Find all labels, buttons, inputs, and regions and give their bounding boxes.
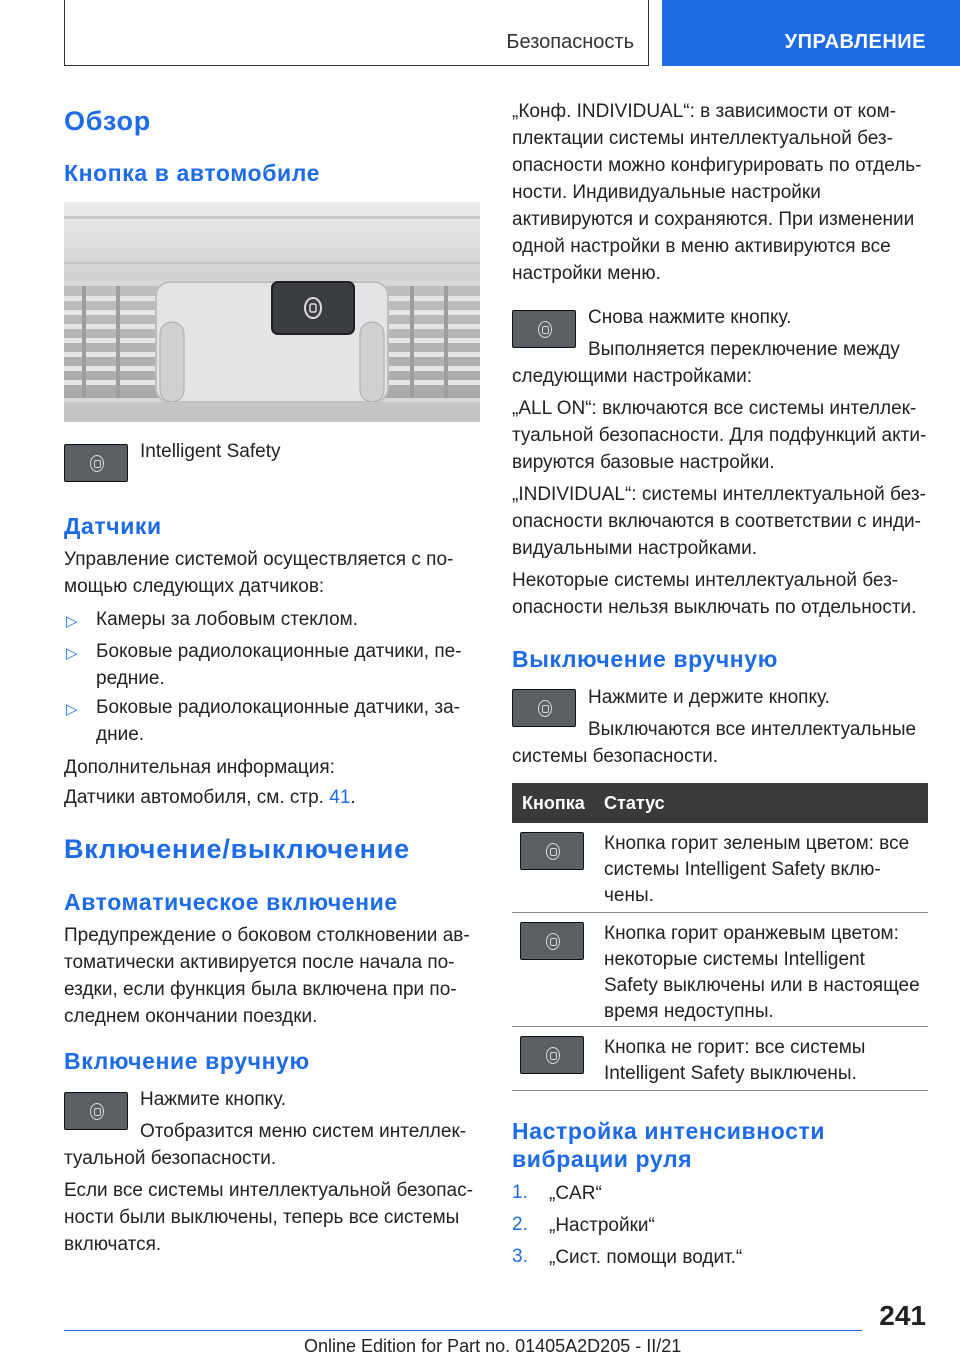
button-caption: Intelligent Safety [140,441,281,462]
manual-menu-line-1: Отобразится меню систем интеллек- [140,1121,467,1142]
manual-off-heading: Выключение вручную [512,646,778,672]
intelligent-safety-button-icon [64,1092,128,1130]
konf-text-line-5: активируются и сохраняются. При изменении [512,209,915,230]
status-table-header [512,783,928,823]
table-row-3-line-1: Кнопка не горит: все системы [604,1037,866,1058]
auto-text-line-4: следнем окончании поездки. [64,1006,318,1027]
intelligent-safety-button-icon [512,310,576,348]
bullet-triangle-icon: ▷ [66,701,78,718]
page-number: 241 [879,1300,926,1331]
table-row-2-line-2: некоторые системы Intelligent [604,949,865,970]
all-on-line-1: „ALL ON“: включаются все системы интеллек- [512,398,917,419]
konf-text-line-2: плектации системы интеллектуальной без- [512,128,893,149]
hold-button-text: Нажмите и держите кнопку. [588,687,830,708]
konf-text-line-7: настройки меню. [512,263,661,284]
additional-info-label: Дополнительная информация: [64,757,335,778]
col-header-button: Кнопка [522,793,585,813]
step-1-text: „CAR“ [549,1183,602,1204]
sensors-heading: Датчики [64,513,162,539]
konf-text-line-6: одной настройки в меню активируются все [512,236,891,257]
auto-text-line-1: Предупреждение о боковом столкновении ав- [64,925,470,946]
dashboard-button-photo [64,202,480,422]
footer-edition: Online Edition for Part no. 01405A2D205 - II/21 [304,1336,682,1356]
step-number: 2. [512,1214,528,1235]
step-number: 1. [512,1182,528,1203]
manual-on-heading: Включение вручную [64,1048,310,1074]
all-on-line-2: туальной безопасности. Для подфункций акти- [512,425,927,446]
intelligent-safety-button-icon [520,922,584,960]
onoff-heading: Включение/выключение [64,834,410,864]
sensors-reference: Датчики автомобиля, см. стр. 41. [64,787,356,808]
individual-line-1: „INDIVIDUAL“: системы интеллектуальной без- [512,484,926,505]
manual-all-line-3: включатся. [64,1234,162,1255]
table-row-2-line-3: Safety выключены или в настоящее [604,975,920,996]
sensors-intro-line-2: мощью следующих датчиков: [64,576,325,597]
footer-divider [64,1330,862,1331]
page-title: Обзор [64,106,152,136]
manual-all-line-2: ности были выключены, теперь все системы [64,1207,460,1228]
some-systems-line-1: Некоторые системы интеллектуальной без- [512,570,899,591]
sensor-item-3-line-2: дние. [96,724,145,745]
table-row-3-line-2: Intelligent Safety выключены. [604,1063,857,1084]
konf-text-line-1: „Конф. INDIVIDUAL“: в зависимости от ком- [512,101,896,122]
step-3-text: „Сист. помощи водит.“ [549,1247,743,1268]
intelligent-safety-button-icon [512,689,576,727]
bullet-triangle-icon: ▷ [66,645,78,662]
switch-text-line-2: следующими настройками: [512,366,753,387]
manual-press-text: Нажмите кнопку. [140,1089,287,1110]
bullet-triangle-icon: ▷ [66,613,78,630]
some-systems-line-2: опасности нельзя выключать по отдельности. [512,597,917,618]
manual-menu-line-2: туальной безопасности. [64,1148,277,1169]
table-row-1-line-2: системы Intelligent Safety вклю- [604,859,881,880]
off-text-line-1: Выключаются все интеллектуальные [588,719,917,740]
step-number: 3. [512,1246,528,1267]
header-chapter-tab[interactable] [662,0,960,66]
col-header-status: Статус [604,793,665,813]
page-link-41[interactable]: 41 [329,787,351,808]
header-section-box [64,0,649,66]
table-row-2-line-4: время недоступны. [604,1001,774,1022]
sensors-intro-line-1: Управление системой осуществляется с по- [64,549,454,570]
table-row-divider [512,1026,928,1027]
table-bottom-line [512,1090,928,1091]
header-section-title: Безопасность [506,31,634,53]
intelligent-safety-button-icon [64,444,128,482]
all-on-line-3: вируются базовые настройки. [512,452,775,473]
intelligent-safety-button-icon [520,1036,584,1074]
sensor-item-3-line-1: Боковые радиолокационные датчики, за- [96,697,460,718]
vibration-heading-line-2: вибрации руля [512,1146,693,1172]
press-again-text: Снова нажмите кнопку. [588,307,792,328]
header-chapter-title: УПРАВЛЕНИЕ [784,31,926,53]
off-text-line-2: системы безопасности. [512,746,719,767]
sensor-item-1: Камеры за лобовым стеклом. [96,609,359,630]
switch-text-line-1: Выполняется переключение между [588,339,900,360]
table-row-divider [512,912,928,913]
auto-text-line-2: томатически активируется после начала по- [64,952,455,973]
individual-line-2: опасности включаются в соответствии с инди- [512,511,921,532]
intelligent-safety-button-icon [520,832,584,870]
konf-text-line-3: опасности можно конфигурировать по отдель- [512,155,922,176]
table-row-2-line-1: Кнопка горит оранжевым цветом: [604,923,899,944]
table-row-1-line-3: чены. [604,885,654,906]
individual-line-3: видуальными настройками. [512,538,757,559]
sensor-item-2-line-1: Боковые радиолокационные датчики, пе- [96,641,462,662]
vibration-heading-line-1: Настройка интенсивности [512,1118,826,1144]
konf-text-line-4: ности. Индивидуальные настройки [512,182,821,203]
sensor-item-2-line-2: редние. [96,668,165,689]
auto-on-heading: Автоматическое включение [64,889,398,915]
table-row-1-line-1: Кнопка горит зеленым цветом: все [604,833,910,854]
auto-text-line-3: ездки, если функция была включена при по- [64,979,457,1000]
subheading-button-in-car: Кнопка в автомобиле [64,160,321,186]
manual-all-line-1: Если все системы интеллектуальной безопас- [64,1180,473,1201]
step-2-text: „Настройки“ [549,1215,655,1236]
